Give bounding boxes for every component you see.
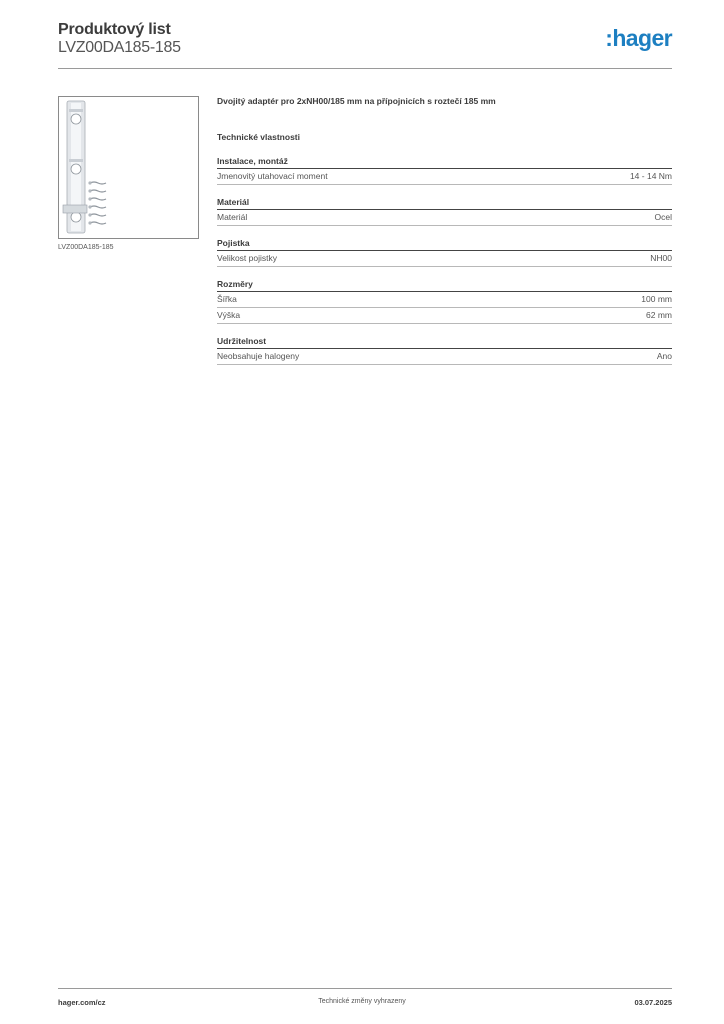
footer-website-link[interactable]: hager.com/cz <box>58 998 106 1007</box>
spec-value: 100 mm <box>641 294 672 304</box>
spec-group-title: Instalace, montáž <box>217 156 672 169</box>
product-description: Dvojitý adaptér pro 2xNH00/185 mm na přípojnicích s roztečí 185 mm <box>217 96 496 106</box>
spec-row <box>217 210 672 226</box>
footer-notice: Technické změny vyhrazeny <box>318 998 406 1005</box>
footer-date: 03.07.2025 <box>634 998 672 1007</box>
specs-heading: Technické vlastnosti <box>217 132 300 142</box>
spec-value: Ano <box>656 351 672 361</box>
spec-row <box>217 308 672 324</box>
spec-row <box>217 251 672 267</box>
product-image <box>58 96 199 239</box>
page-title: Produktový list <box>58 21 171 38</box>
spec-group-title: Materiál <box>217 197 672 210</box>
spec-content <box>217 96 672 377</box>
header-divider <box>58 68 672 69</box>
spec-label: Výška <box>217 310 241 320</box>
spec-value: Ocel <box>654 212 672 222</box>
footer-divider <box>58 988 672 989</box>
spec-value: 62 mm <box>646 310 672 320</box>
spec-value: NH00 <box>650 253 672 263</box>
adapter-illustration <box>59 97 198 238</box>
spec-group-dimensions <box>217 279 672 324</box>
spec-group-fuse <box>217 238 672 267</box>
spec-label: Neobsahuje halogeny <box>217 351 300 361</box>
spec-group-material <box>217 197 672 226</box>
spec-row <box>217 169 672 185</box>
hager-logo[interactable]: :hager <box>605 25 672 51</box>
spec-label: Velikost pojistky <box>217 253 277 263</box>
spec-label: Jmenovitý utahovací moment <box>217 171 328 181</box>
spec-value: 14 - 14 Nm <box>629 171 672 181</box>
image-caption: LVZ00DA185-185 <box>58 244 114 251</box>
product-code: LVZ00DA185-185 <box>58 39 181 56</box>
spec-row <box>217 292 672 308</box>
spec-group-title: Pojistka <box>217 238 672 251</box>
spec-label: Materiál <box>217 212 248 222</box>
spec-group-title: Rozměry <box>217 279 672 292</box>
spec-group-installation <box>217 156 672 185</box>
spec-group-sustainability <box>217 336 672 365</box>
spec-label: Šířka <box>217 294 237 304</box>
spec-row <box>217 349 672 365</box>
spec-group-title: Udržitelnost <box>217 336 672 349</box>
